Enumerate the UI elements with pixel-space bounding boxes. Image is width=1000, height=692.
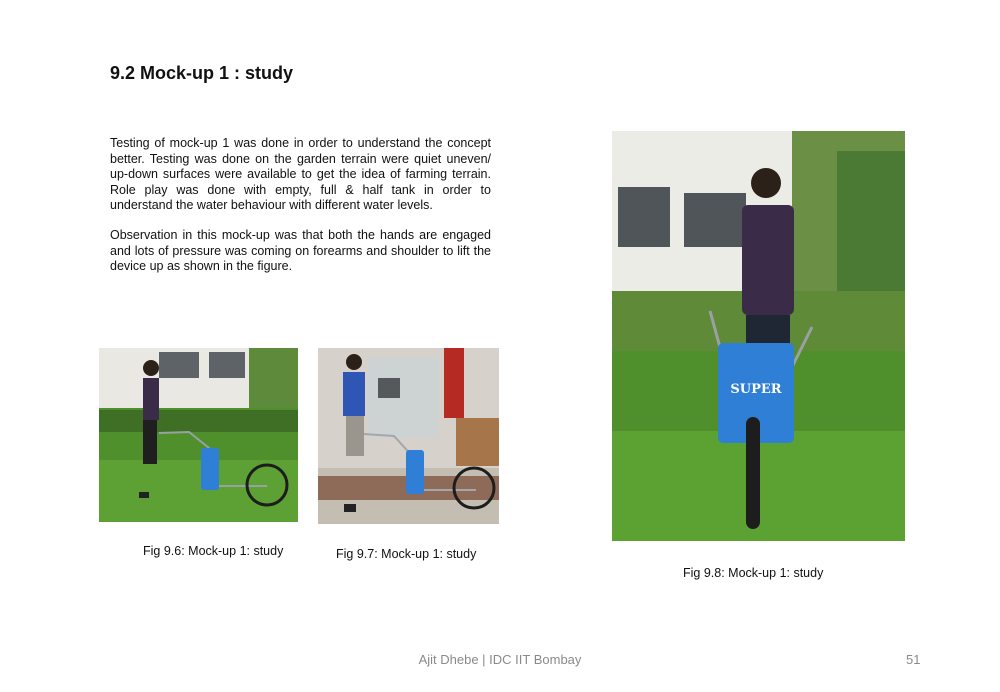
figure-9-7-caption: Fig 9.7: Mock-up 1: study <box>336 547 477 561</box>
section-heading: 9.2 Mock-up 1 : study <box>110 63 294 83</box>
paragraph-observation: Observation in this mock-up was that both the hands are engaged and lots of pressure was coming on forearms and shoulder to lift the device up as shown in the figure. <box>110 228 491 273</box>
figure-9-8-caption: Fig 9.8: Mock-up 1: study <box>683 566 824 580</box>
tank-label: SUPER <box>730 382 782 397</box>
figure-9-6-caption: Fig 9.6: Mock-up 1: study <box>143 544 284 558</box>
page-number: 51 <box>906 652 921 667</box>
paragraph-testing: Testing of mock-up 1 was done in order to understand the concept better. Testing was done on the garden terrain were quiet uneven/ up-down surfaces were available to get the idea of farming terrain. Role play was done with empty, full & half tank in order to understand the water behaviour with different water levels. <box>110 136 491 212</box>
figure-9-6-photo <box>99 348 298 522</box>
figure-9-8-photo <box>612 131 905 541</box>
footer-credit: Ajit Dhebe | IDC IIT Bombay <box>418 652 582 667</box>
figure-9-7-photo <box>318 348 499 524</box>
